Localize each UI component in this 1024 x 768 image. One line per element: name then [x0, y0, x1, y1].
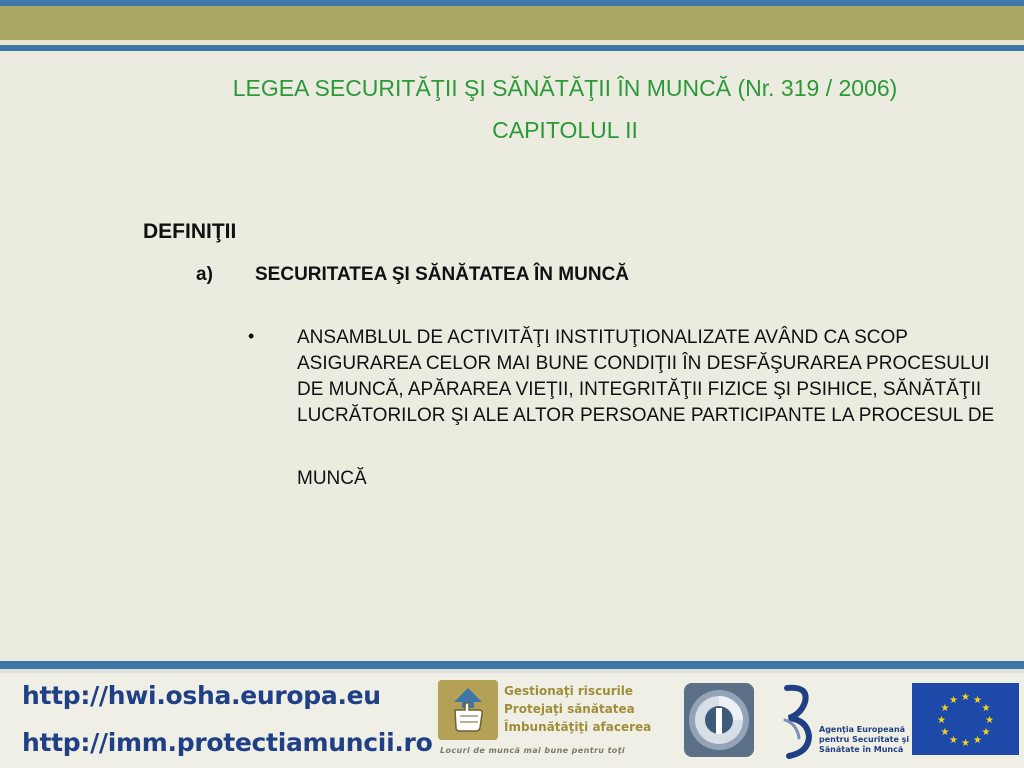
svg-text:★: ★ [981, 727, 991, 738]
campaign-line-2: Protejaţi sănătatea [504, 702, 635, 716]
footer-divider-blue [0, 661, 1024, 669]
svg-text:★: ★ [940, 703, 950, 714]
campaign-line-1: Gestionaţi riscurile [504, 684, 634, 698]
slide-subtitle: CAPITOLUL II [492, 117, 638, 143]
agency-line-3: Sănătate în Muncă [819, 745, 904, 754]
svg-text:★: ★ [973, 735, 982, 746]
bullet-marker: • [248, 326, 255, 346]
thumbs-up-icon [438, 680, 498, 740]
svg-text:★: ★ [949, 735, 958, 746]
svg-text:★: ★ [940, 727, 950, 738]
agency-name [819, 725, 909, 755]
svg-text:★: ★ [985, 715, 994, 726]
definition-text: ANSAMBLUL DE ACTIVITĂŢI INSTITUŢIONALIZATE AVÂND CA SCOP ASIGURAREA CELOR MAI BUNE CONDIŢII ÎN DESFĂŞURAREA PROCESULUI DE MUNCĂ, APĂRAREA VIEŢII, INTEGRITĂŢII FIZICE ŞI PSIHICE, SĂNĂTĂŢII LUCRĂTORILOR ŞI ALE ALTOR PERSOANE PARTICIPANTE LA PROCESUL DE [297, 327, 995, 426]
round-emblem-icon [683, 682, 755, 758]
footer-link-protectiamuncii[interactable]: http://imm.protectiamuncii.ro [22, 728, 433, 757]
subsection-letter: a) [196, 264, 213, 285]
svg-text:★: ★ [937, 715, 946, 726]
slide-title: LEGEA SECURITĂŢII ŞI SĂNĂTĂŢII ÎN MUNCĂ (Nr. 319 / 2006) [232, 75, 898, 101]
agency-logo-icon [779, 680, 819, 760]
agency-line-2: pentru Securitate şi [819, 735, 910, 744]
campaign-line-3: Îmbunătăţiţi afacerea [504, 720, 652, 734]
campaign-tagline: Locuri de muncă mai bune pentru toţi [440, 746, 626, 755]
eu-flag-icon [912, 683, 1019, 755]
footer-link-osha[interactable]: http://hwi.osha.europa.eu [22, 681, 381, 710]
subsection-title: SECURITATEA ŞI SĂNĂTATEA ÎN MUNCĂ [255, 264, 630, 285]
top-olive-band [0, 6, 1024, 40]
definition-text-last-line: MUNCĂ [297, 468, 367, 489]
campaign-logo [438, 680, 668, 760]
agency-logo [779, 680, 910, 762]
section-heading: DEFINIŢII [143, 220, 237, 243]
svg-text:★: ★ [961, 738, 970, 749]
svg-text:★: ★ [973, 695, 982, 706]
agency-line-1: Agenţia Europeană [819, 725, 906, 734]
svg-text:★: ★ [981, 703, 991, 714]
svg-text:★: ★ [949, 695, 958, 706]
svg-text:★: ★ [961, 692, 970, 703]
